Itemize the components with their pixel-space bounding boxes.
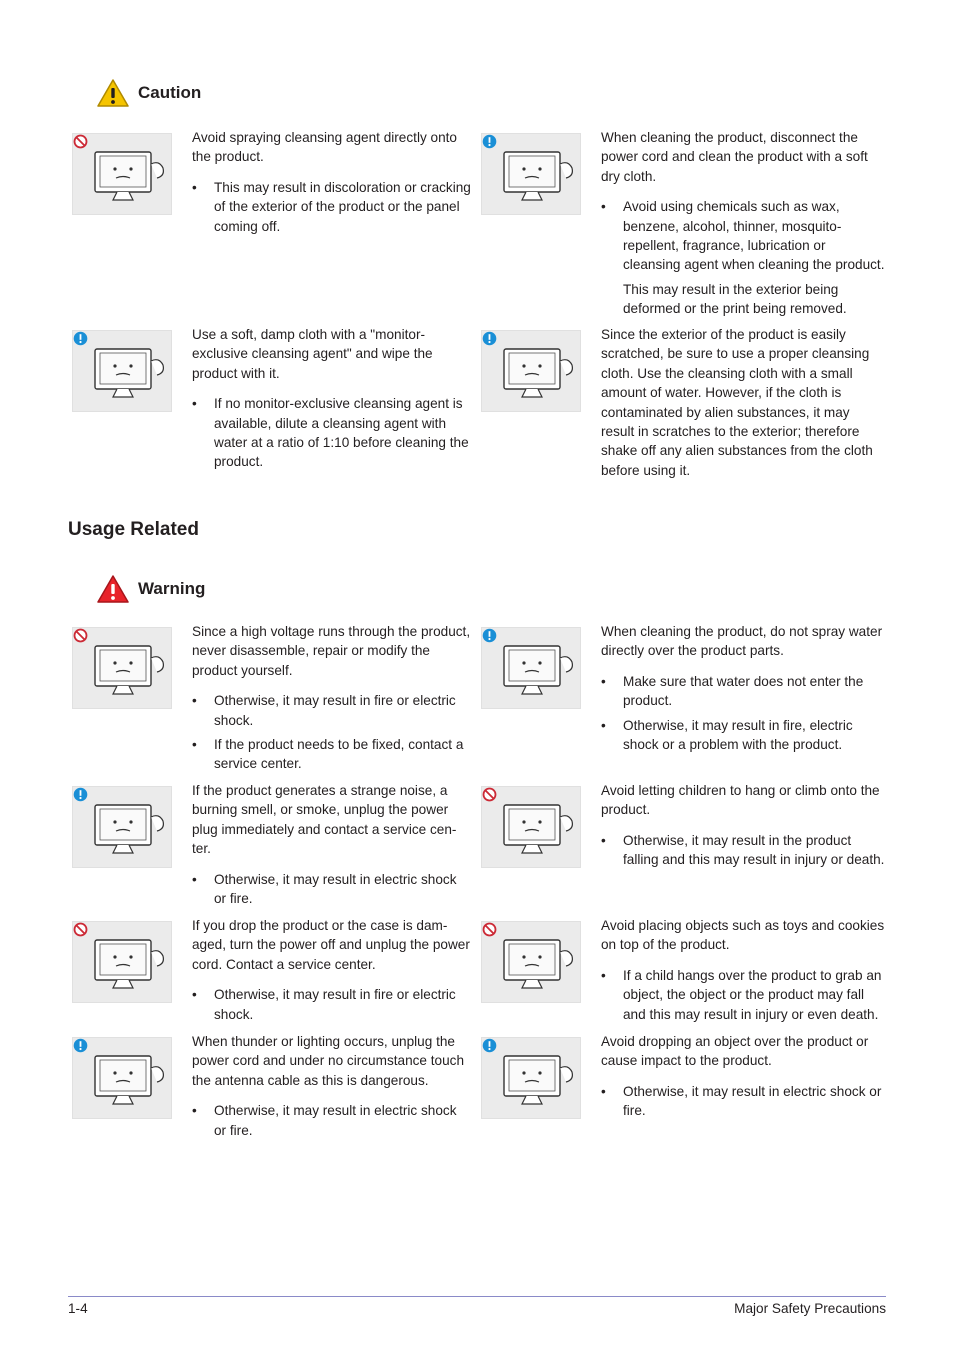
notice-icon: [482, 1038, 497, 1053]
water-spray-monitor-illustration: [481, 627, 581, 709]
prohibited-icon: [482, 787, 497, 802]
safety-item-bullets: [192, 178, 472, 236]
safety-item-statement: Avoid dropping an object over the product or cause impact to the product.: [601, 1034, 869, 1069]
safety-item-text: [192, 128, 472, 241]
dry-cloth-monitor-illustration: [481, 133, 581, 215]
notice-icon: [73, 331, 88, 346]
safety-item-bullet: • Otherwise, it may result in electric shock or fire.: [192, 870, 472, 909]
damp-cloth-monitor-illustration: [72, 330, 172, 412]
safety-item-statement: Avoid spraying cleansing agent directly onto the product.: [192, 130, 457, 165]
safety-item-statement: If you drop the product or the case is dam-aged, turn the power off and unplug the power cord. Contact a service center.: [192, 918, 470, 972]
safety-item-bullets: [601, 1082, 886, 1121]
warning-header: [96, 574, 205, 604]
safety-item-bullet: • If the product needs to be fixed, contact a service center.: [192, 735, 472, 774]
safety-item-bullet: • Avoid using chemicals such as wax, benzene, alcohol, thinner, mosquito-repellent, fragrance, lubrication or cleansing agent when cleaning the product.: [601, 197, 886, 275]
safety-item-text: [601, 622, 886, 759]
safety-item-statement: Avoid placing objects such as toys and cookies on top of the product.: [601, 918, 885, 953]
safety-item-bullet: • Otherwise, it may result in electric shock or fire.: [601, 1082, 886, 1121]
safety-item-statement: Since the exterior of the product is easily scratched, be sure to use a proper cleansing cloth. Use the cleansing cloth with a small amount of water. However, if the cloth is contaminated by alien substances, it may result in scratches to the exterior; therefore shake off any alien substances from the cloth before using it.: [601, 327, 873, 478]
safety-item-bullet: • Otherwise, it may result in fire or electric shock.: [192, 985, 472, 1024]
footer-page-number: 1-4: [68, 1301, 88, 1316]
safety-item-statement: When cleaning the product, do not spray water directly over the product parts.: [601, 624, 883, 659]
notice-icon: [482, 628, 497, 643]
caution-label: Caution: [138, 83, 202, 102]
warning-label: Warning: [138, 579, 206, 598]
prohibited-icon: [482, 922, 497, 937]
safety-item-bullets: [192, 691, 472, 774]
safety-item-bullet: • Make sure that water does not enter the product.: [601, 672, 886, 711]
thunder-unplug-illustration: [72, 1037, 172, 1119]
safety-item-text: [601, 916, 886, 1029]
footer-rule: [68, 1296, 886, 1297]
impact-monitor-illustration: [481, 1037, 581, 1119]
prohibited-icon: [73, 134, 88, 149]
safety-item-statement: Since a high voltage runs through the product, never disassemble, repair or modify the product yourself.: [192, 624, 471, 678]
notice-icon: [73, 1038, 88, 1053]
disassemble-monitor-illustration: [72, 627, 172, 709]
safety-item-bullet: • Otherwise, it may result in fire, electric shock or a problem with the product.: [601, 716, 886, 755]
warning-triangle-icon: [96, 574, 130, 604]
caution-triangle-icon: [96, 78, 130, 108]
safety-item-bullet: • If no monitor-exclusive cleansing agent is available, dilute a cleansing agent with water at a ratio of 1:10 before cleaning the product.: [192, 394, 472, 472]
prohibited-icon: [73, 922, 88, 937]
safety-item-bullet: • This may result in discoloration or cracking of the exterior of the product or the panel coming off.: [192, 178, 472, 236]
safety-item-text: [601, 325, 886, 491]
safety-item-text: [192, 781, 472, 913]
child-climbing-monitor-illustration: [481, 786, 581, 868]
safety-item-bullets: [601, 672, 886, 755]
safety-item-statement: When thunder or lighting occurs, unplug the power cord and under no circumstance touch the antenna cable as this is dangerous.: [192, 1034, 465, 1088]
safety-item-text: [192, 622, 472, 779]
safety-item-continuation: This may result in the exterior being deformed or the print being removed.: [623, 281, 847, 317]
notice-icon: [482, 134, 497, 149]
safety-item-text: [192, 1032, 472, 1145]
toys-on-monitor-illustration: [481, 921, 581, 1003]
safety-item-statement: Use a soft, damp cloth with a "monitor-exclusive cleansing agent" and wipe the product with it.: [192, 327, 433, 381]
safety-item-statement: Avoid letting children to hang or climb onto the product.: [601, 783, 880, 818]
smoke-unplug-monitor-illustration: [72, 786, 172, 868]
safety-item-bullet: • Otherwise, it may result in electric shock or fire.: [192, 1101, 472, 1140]
safety-item-statement: If the product generates a strange noise, a burning smell, or smoke, unplug the power plug immediately and contact a service cen-ter.: [192, 783, 457, 857]
safety-item-bullet: • Otherwise, it may result in fire or electric shock.: [192, 691, 472, 730]
safety-item-text: [192, 916, 472, 1029]
safety-item-bullets: [192, 1101, 472, 1140]
safety-item-bullets: [192, 985, 472, 1024]
safety-item-text: [601, 1032, 886, 1126]
safety-item-bullets: [601, 831, 886, 870]
safety-item-bullets: [192, 394, 472, 472]
safety-item-text: [601, 128, 886, 319]
safety-item-bullets: [601, 197, 886, 275]
safety-item-bullets: [601, 966, 886, 1024]
safety-item-text: [192, 325, 472, 477]
safety-item-bullet: • If a child hangs over the product to grab an object, the object or the product may fall and this may result in injury or even death.: [601, 966, 886, 1024]
safety-item-statement: When cleaning the product, disconnect the power cord and clean the product with a soft dry cloth.: [601, 130, 868, 184]
caution-header: [96, 78, 201, 108]
section-title-usage-related: Usage Related: [68, 519, 199, 540]
shake-cloth-monitor-illustration: [481, 330, 581, 412]
notice-icon: [482, 331, 497, 346]
notice-icon: [73, 787, 88, 802]
dropped-monitor-illustration: [72, 921, 172, 1003]
footer-title: Major Safety Precautions: [734, 1301, 886, 1316]
safety-item-bullets: [192, 870, 472, 909]
safety-item-bullet: • Otherwise, it may result in the product falling and this may result in injury or death.: [601, 831, 886, 870]
spray-bottle-monitor-illustration: [72, 133, 172, 215]
safety-item-text: [601, 781, 886, 875]
prohibited-icon: [73, 628, 88, 643]
